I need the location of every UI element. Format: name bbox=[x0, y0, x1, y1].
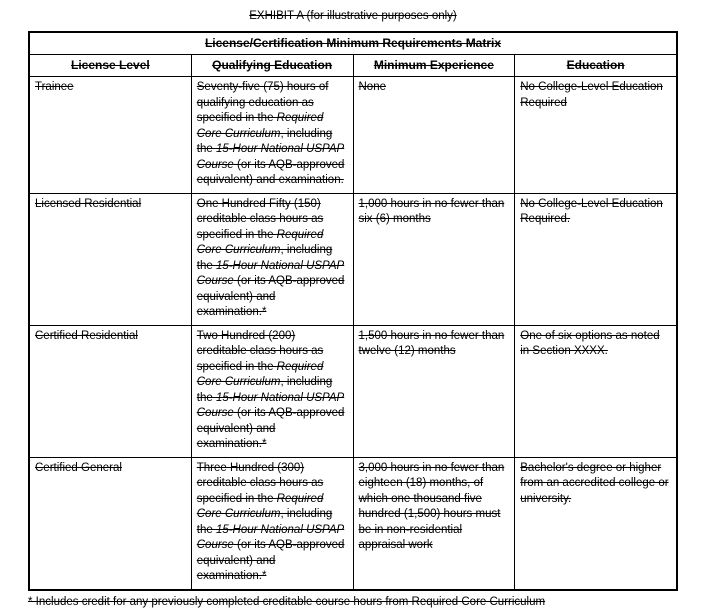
column-header-education-label: Education bbox=[566, 58, 625, 72]
cell-education bbox=[515, 77, 677, 194]
cell-minimum-experience bbox=[353, 77, 515, 194]
column-header-qualifying-education bbox=[191, 55, 353, 77]
minimum-experience-value: None bbox=[358, 81, 386, 93]
cell-minimum-experience bbox=[353, 457, 515, 589]
column-header-education bbox=[515, 55, 677, 77]
cell-minimum-experience bbox=[353, 193, 515, 325]
education-value: Bachelor's degree or higher from an accredited college or university. bbox=[520, 461, 669, 505]
license-level-value: Certified Residential bbox=[35, 329, 138, 342]
cell-qualifying-education bbox=[191, 457, 353, 589]
license-level-value: Trainee bbox=[35, 81, 74, 93]
qualifying-education-value: Seventy-five (75) hours of qualifying education as specified in the Required Core Curriculum, including the 15-Hour National USPAP Course (or its AQB-approved equivalent) and examination. bbox=[196, 81, 345, 186]
table-row bbox=[30, 325, 677, 457]
cell-license-level bbox=[30, 193, 192, 325]
education-value: No College-Level Education Required bbox=[520, 81, 663, 109]
license-level-value: Licensed Residential bbox=[35, 197, 142, 210]
requirements-matrix bbox=[28, 31, 678, 591]
cell-minimum-experience bbox=[353, 325, 515, 457]
table-title: License/Certification Minimum Requirements Matrix bbox=[30, 33, 677, 55]
qualifying-education-value: Two Hundred (200) creditable class hours as specified in the Required Core Curriculum, including the 15-Hour National USPAP Course (or its AQB-approved equivalent) and examination.* bbox=[196, 329, 345, 450]
minimum-experience-value: 1,000 hours in no fewer than six (6) months bbox=[358, 197, 505, 225]
cell-license-level bbox=[30, 325, 192, 457]
education-value: One of six options as noted in Section XXXX. bbox=[520, 329, 660, 357]
table-footnote: * Includes credit for any previously completed creditable course hours from Required Core Curriculum bbox=[28, 595, 546, 608]
column-header-license-level-label: License Level bbox=[71, 58, 150, 72]
cell-education bbox=[515, 325, 677, 457]
cell-license-level bbox=[30, 457, 192, 589]
cell-education bbox=[515, 193, 677, 325]
exhibit-caption: EXHIBIT A (for illustrative purposes only) bbox=[249, 10, 457, 22]
column-header-minimum-experience bbox=[353, 55, 515, 77]
cell-qualifying-education bbox=[191, 77, 353, 194]
matrix-table bbox=[29, 32, 677, 590]
cell-education bbox=[515, 457, 677, 589]
license-level-value: Certified General bbox=[35, 461, 122, 474]
qualifying-education-value: One Hundred Fifty (150) creditable class hours as specified in the Required Core Curriculum, including the 15-Hour National USPAP Course (or its AQB-approved equivalent) and examination.* bbox=[196, 197, 345, 318]
cell-license-level bbox=[30, 77, 192, 194]
table-row bbox=[30, 193, 677, 325]
table-title-row bbox=[30, 33, 677, 55]
table-row bbox=[30, 77, 677, 194]
cell-qualifying-education bbox=[191, 193, 353, 325]
cell-qualifying-education bbox=[191, 325, 353, 457]
minimum-experience-value: 3,000 hours in no fewer than eighteen (18) months, of which one thousand five hundred (1,500) hours must be in non-residential appraisal work bbox=[358, 461, 505, 551]
qualifying-education-value: Three Hundred (300) creditable class hours as specified in the Required Core Curriculum, including the 15-Hour National USPAP Course (or its AQB-approved equivalent) and examination.* bbox=[196, 461, 345, 582]
table-row bbox=[30, 457, 677, 589]
column-header-license-level bbox=[30, 55, 192, 77]
column-header-minimum-experience-label: Minimum Experience bbox=[373, 58, 494, 72]
column-header-qualifying-education-label: Qualifying Education bbox=[212, 58, 333, 72]
minimum-experience-value: 1,500 hours in no fewer than twelve (12) months bbox=[358, 329, 505, 357]
education-value: No College-Level Education Required. bbox=[520, 197, 663, 225]
table-header-row bbox=[30, 55, 677, 77]
